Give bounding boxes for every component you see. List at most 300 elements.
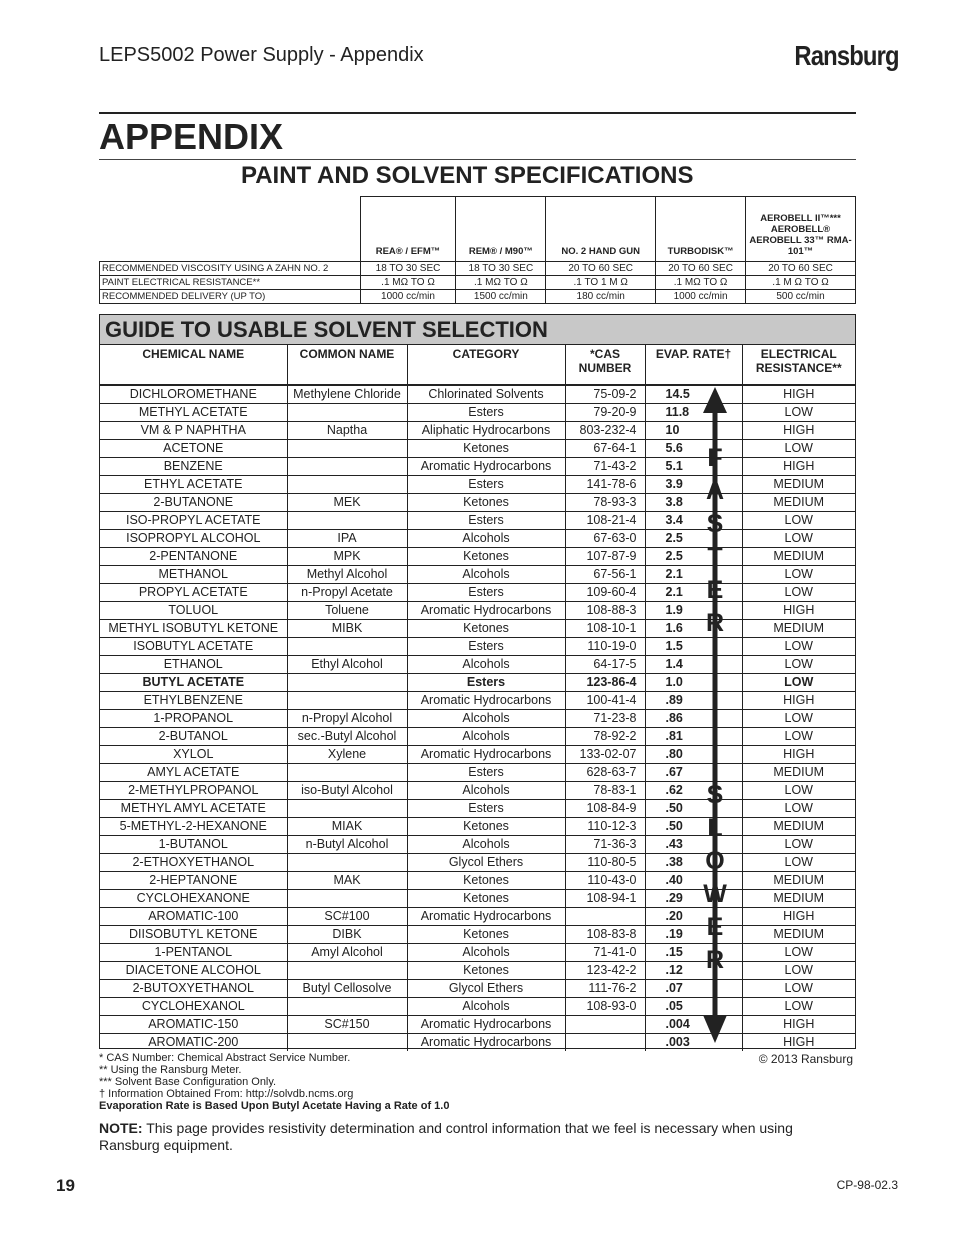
category-cell: Aliphatic Hydrocarbons <box>407 422 565 440</box>
chemical-name-cell: 1-PROPANOL <box>100 710 287 728</box>
common-name-cell: SC#100 <box>287 908 407 926</box>
resistance-cell: LOW <box>742 566 855 584</box>
section-title: APPENDIX <box>99 116 284 157</box>
cas-number-cell: 67-56-1 <box>565 566 645 584</box>
evap-rate-cell: 2.1 <box>645 584 699 602</box>
chemical-name-cell: 2-BUTOXYETHANOL <box>100 980 287 998</box>
cas-number-cell <box>565 1034 645 1052</box>
resistance-cell: LOW <box>742 656 855 674</box>
category-cell: Alcohols <box>407 944 565 962</box>
solvent-row <box>100 512 855 530</box>
resistance-cell: LOW <box>742 854 855 872</box>
evap-rate-cell: 1.5 <box>645 638 699 656</box>
category-cell: Esters <box>407 512 565 530</box>
category-cell: Ketones <box>407 872 565 890</box>
chemical-name-cell: DICHLOROMETHANE <box>100 385 287 404</box>
chemical-name-cell: ISOPROPYL ALCOHOL <box>100 530 287 548</box>
chemical-name-cell: ACETONE <box>100 440 287 458</box>
solvent-row <box>100 854 855 872</box>
evap-rate-cell: .81 <box>645 728 699 746</box>
common-name-cell <box>287 458 407 476</box>
category-cell: Esters <box>407 476 565 494</box>
cas-number-cell: 71-43-2 <box>565 458 645 476</box>
solvent-guide <box>99 314 856 1049</box>
chemical-name-cell: ISO-PROPYL ACETATE <box>100 512 287 530</box>
evap-rate-cell: .62 <box>645 782 699 800</box>
common-name-cell <box>287 440 407 458</box>
evap-rate-cell: .19 <box>645 926 699 944</box>
cas-number-cell: 71-36-3 <box>565 836 645 854</box>
evap-rate-cell: 2.5 <box>645 548 699 566</box>
resistance-cell: LOW <box>742 530 855 548</box>
common-name-cell <box>287 674 407 692</box>
resistance-cell: LOW <box>742 998 855 1016</box>
spec-cell: 20 TO 60 SEC <box>656 262 746 276</box>
resistance-cell: HIGH <box>742 692 855 710</box>
cas-number-cell: 67-64-1 <box>565 440 645 458</box>
slower-letter: R <box>705 946 725 974</box>
chemical-name-cell: METHYL ISOBUTYL KETONE <box>100 620 287 638</box>
paint-spec-title: PAINT AND SOLVENT SPECIFICATIONS <box>241 162 694 189</box>
cas-number-cell: 79-20-9 <box>565 404 645 422</box>
chemical-name-cell: VM & P NAPHTHA <box>100 422 287 440</box>
slower-letter: E <box>706 913 724 941</box>
resistance-cell: HIGH <box>742 746 855 764</box>
evap-rate-cell: 14.5 <box>645 385 699 404</box>
solvent-row <box>100 1034 855 1052</box>
evap-rate-cell: .38 <box>645 854 699 872</box>
common-name-cell: sec.-Butyl Alcohol <box>287 728 407 746</box>
solvent-row <box>100 548 855 566</box>
evap-rate-cell: 11.8 <box>645 404 699 422</box>
slower-letter: L <box>707 814 723 842</box>
spec-col-handgun: NO. 2 HAND GUN <box>546 197 656 262</box>
cas-number-cell: 133-02-07 <box>565 746 645 764</box>
cas-number-cell: 110-12-3 <box>565 818 645 836</box>
cas-number-cell: 109-60-4 <box>565 584 645 602</box>
cas-number-cell: 110-80-5 <box>565 854 645 872</box>
category-cell: Aromatic Hydrocarbons <box>407 746 565 764</box>
spec-cell: 1500 cc/min <box>456 290 546 304</box>
chemical-name-cell: AROMATIC-100 <box>100 908 287 926</box>
evap-rate-cell: 3.8 <box>645 494 699 512</box>
category-cell: Esters <box>407 674 565 692</box>
solvent-row <box>100 746 855 764</box>
chemical-name-cell: BENZENE <box>100 458 287 476</box>
category-cell: Alcohols <box>407 836 565 854</box>
evap-rate-cell: .80 <box>645 746 699 764</box>
common-name-cell <box>287 962 407 980</box>
spec-header-blank <box>100 197 361 262</box>
doc-number: CP-98-02.3 <box>836 1178 898 1192</box>
evap-rate-cell: .003 <box>665 1035 690 1049</box>
chemical-name-cell: AMYL ACETATE <box>100 764 287 782</box>
evap-rate-cell: 1.4 <box>645 656 699 674</box>
common-name-cell <box>287 1034 407 1052</box>
cas-number-cell: 107-87-9 <box>565 548 645 566</box>
chemical-name-cell: ETHANOL <box>100 656 287 674</box>
spec-cell: .1 MΩ TO Ω <box>656 276 746 290</box>
solvent-row <box>100 800 855 818</box>
resistance-cell: MEDIUM <box>742 764 855 782</box>
brand-logo: Ransburg <box>794 40 899 71</box>
chemical-name-cell: 2-BUTANONE <box>100 494 287 512</box>
category-cell: Ketones <box>407 890 565 908</box>
solvent-row <box>100 692 855 710</box>
faster-letter: E <box>706 576 724 604</box>
common-name-cell <box>287 476 407 494</box>
resistance-cell: LOW <box>742 962 855 980</box>
evap-rate-cell: 5.6 <box>645 440 699 458</box>
resistance-cell: LOW <box>742 728 855 746</box>
guide-title: GUIDE TO USABLE SOLVENT SELECTION <box>100 315 855 345</box>
chemical-name-cell: ISOBUTYL ACETATE <box>100 638 287 656</box>
solvent-row <box>100 710 855 728</box>
evap-rate-cell: .05 <box>645 998 699 1016</box>
category-cell: Glycol Ethers <box>407 980 565 998</box>
solvent-row <box>100 422 855 440</box>
resistance-cell: MEDIUM <box>742 890 855 908</box>
common-name-cell: n-Propyl Alcohol <box>287 710 407 728</box>
faster-letter: F <box>707 444 723 472</box>
category-cell: Esters <box>407 404 565 422</box>
cas-number-cell: 67-63-0 <box>565 530 645 548</box>
slower-letter: W <box>703 880 727 908</box>
common-name-cell <box>287 998 407 1016</box>
evap-rate-cell: .15 <box>645 944 699 962</box>
category-cell: Ketones <box>407 962 565 980</box>
col-category: CATEGORY <box>407 345 565 385</box>
spec-row <box>100 276 856 290</box>
evap-rate-cell: .07 <box>645 980 699 998</box>
spec-cell: .1 TO 1 M Ω <box>546 276 656 290</box>
resistance-cell: LOW <box>742 404 855 422</box>
chemical-name-cell: BUTYL ACETATE <box>100 674 287 692</box>
category-cell: Glycol Ethers <box>407 854 565 872</box>
spec-row-label: RECOMMENDED DELIVERY (UP TO) <box>100 290 361 304</box>
col-chemical-name: CHEMICAL NAME <box>100 345 287 385</box>
cas-number-cell: 71-23-8 <box>565 710 645 728</box>
chemical-name-cell: 2-ETHOXYETHANOL <box>100 854 287 872</box>
cas-number-cell: 75-09-2 <box>565 385 645 404</box>
solvent-row <box>100 872 855 890</box>
chemical-name-cell: 1-PENTANOL <box>100 944 287 962</box>
cas-number-cell: 111-76-2 <box>565 980 645 998</box>
solvent-row <box>100 998 855 1016</box>
common-name-cell: Methylene Chloride <box>287 385 407 404</box>
spec-col-turbodisk: TURBODISK™ <box>656 197 746 262</box>
solvent-row <box>100 1016 855 1034</box>
solvent-row <box>100 602 855 620</box>
chemical-name-cell: CYCLOHEXANONE <box>100 890 287 908</box>
common-name-cell: MIBK <box>287 620 407 638</box>
chemical-name-cell: 2-BUTANOL <box>100 728 287 746</box>
cas-number-cell: 108-10-1 <box>565 620 645 638</box>
note-label: NOTE: <box>99 1120 143 1136</box>
spec-row <box>100 262 856 276</box>
solvent-row <box>100 944 855 962</box>
solvent-header-row <box>100 345 855 385</box>
common-name-cell: iso-Butyl Alcohol <box>287 782 407 800</box>
category-cell: Aromatic Hydrocarbons <box>407 602 565 620</box>
common-name-cell: IPA <box>287 530 407 548</box>
chemical-name-cell: METHYL AMYL ACETATE <box>100 800 287 818</box>
solvent-row <box>100 476 855 494</box>
resistance-cell: LOW <box>742 584 855 602</box>
category-cell: Ketones <box>407 926 565 944</box>
category-cell: Aromatic Hydrocarbons <box>407 908 565 926</box>
spec-row <box>100 290 856 304</box>
resistance-cell: HIGH <box>742 385 855 404</box>
paint-spec-table <box>99 196 856 304</box>
page-number: 19 <box>56 1176 75 1195</box>
solvent-row <box>100 674 855 692</box>
cas-number-cell: 78-83-1 <box>565 782 645 800</box>
common-name-cell: Amyl Alcohol <box>287 944 407 962</box>
chemical-name-cell: AROMATIC-200 <box>100 1034 287 1052</box>
common-name-cell <box>287 692 407 710</box>
common-name-cell: Butyl Cellosolve <box>287 980 407 998</box>
resistance-cell: LOW <box>742 980 855 998</box>
spec-cell: 18 TO 30 SEC <box>360 262 456 276</box>
chemical-name-cell: 5-METHYL-2-HEXANONE <box>100 818 287 836</box>
solvent-table <box>100 345 855 1051</box>
solvent-row <box>100 404 855 422</box>
category-cell: Alcohols <box>407 710 565 728</box>
mid-rule <box>99 159 856 160</box>
evap-rate-cell: .12 <box>645 962 699 980</box>
spec-col-rea: REA® / EFM™ <box>360 197 456 262</box>
category-cell: Alcohols <box>407 728 565 746</box>
faster-letter: T <box>707 543 723 571</box>
chemical-name-cell: 1-BUTANOL <box>100 836 287 854</box>
spec-cell: 180 cc/min <box>546 290 656 304</box>
chemical-name-cell: 2-PENTANONE <box>100 548 287 566</box>
resistance-cell: HIGH <box>742 422 855 440</box>
cas-number-cell: 123-42-2 <box>565 962 645 980</box>
resistance-cell: LOW <box>742 800 855 818</box>
solvent-row <box>100 620 855 638</box>
category-cell: Aromatic Hydrocarbons <box>407 692 565 710</box>
chemical-name-cell: CYCLOHEXANOL <box>100 998 287 1016</box>
category-cell: Ketones <box>407 620 565 638</box>
category-cell: Aromatic Hydrocarbons <box>407 458 565 476</box>
evap-rate-cell: .40 <box>645 872 699 890</box>
evap-rate-cell: .89 <box>645 692 699 710</box>
spec-col-aerobell: AEROBELL II™*** AEROBELL® AEROBELL 33™ RMA-101™ <box>746 197 856 262</box>
category-cell: Aromatic Hydrocarbons <box>407 1016 565 1034</box>
cas-number-cell: 64-17-5 <box>565 656 645 674</box>
evap-rate-cell: .50 <box>645 800 699 818</box>
common-name-cell: MIAK <box>287 818 407 836</box>
cas-number-cell: 108-21-4 <box>565 512 645 530</box>
common-name-cell <box>287 854 407 872</box>
spec-header-row <box>100 197 856 262</box>
evap-rate-cell: .43 <box>645 836 699 854</box>
common-name-cell: n-Propyl Acetate <box>287 584 407 602</box>
spec-cell: 1000 cc/min <box>360 290 456 304</box>
solvent-row <box>100 530 855 548</box>
common-name-cell <box>287 764 407 782</box>
cas-number-cell: 803-232-4 <box>565 422 645 440</box>
common-name-cell: Ethyl Alcohol <box>287 656 407 674</box>
evap-rate-cell: .67 <box>645 764 699 782</box>
solvent-row <box>100 908 855 926</box>
common-name-cell <box>287 512 407 530</box>
common-name-cell: Xylene <box>287 746 407 764</box>
cas-number-cell: 108-94-1 <box>565 890 645 908</box>
cas-number-cell: 628-63-7 <box>565 764 645 782</box>
resistance-cell: MEDIUM <box>742 926 855 944</box>
evap-rate-cell: 1.6 <box>645 620 699 638</box>
solvent-row <box>100 782 855 800</box>
evap-rate-cell: 1.0 <box>645 674 699 692</box>
solvent-row <box>100 962 855 980</box>
chemical-name-cell: ETHYLBENZENE <box>100 692 287 710</box>
faster-letter: A <box>705 477 725 505</box>
chemical-name-cell: AROMATIC-150 <box>100 1016 287 1034</box>
solvent-row <box>100 836 855 854</box>
cas-number-cell: 71-41-0 <box>565 944 645 962</box>
resistance-cell: MEDIUM <box>742 620 855 638</box>
category-cell: Esters <box>407 764 565 782</box>
faster-letter: R <box>705 609 725 637</box>
resistance-cell: HIGH <box>783 1035 815 1049</box>
evap-rate-cell: .50 <box>645 818 699 836</box>
category-cell: Esters <box>407 584 565 602</box>
solvent-row <box>100 764 855 782</box>
resistance-cell: LOW <box>742 710 855 728</box>
resistance-cell: HIGH <box>742 1016 855 1034</box>
top-rule <box>99 112 856 114</box>
resistance-cell: LOW <box>742 782 855 800</box>
spec-col-rem: REM® / M90™ <box>456 197 546 262</box>
category-cell: Ketones <box>407 440 565 458</box>
common-name-cell <box>287 404 407 422</box>
common-name-cell <box>287 800 407 818</box>
solvent-row <box>100 458 855 476</box>
spec-cell: .1 MΩ TO Ω <box>360 276 456 290</box>
faster-letter: S <box>706 510 724 538</box>
evap-rate-cell: 2.1 <box>645 566 699 584</box>
common-name-cell: MAK <box>287 872 407 890</box>
cas-number-cell <box>565 1016 645 1034</box>
footnote-solvent-base: *** Solvent Base Configuration Only. <box>99 1076 277 1088</box>
col-evap-rate: EVAP. RATE† <box>645 345 742 385</box>
chemical-name-cell: DIACETONE ALCOHOL <box>100 962 287 980</box>
cas-number-cell: 108-88-3 <box>565 602 645 620</box>
resistance-cell: LOW <box>742 440 855 458</box>
solvent-row <box>100 890 855 908</box>
category-cell: Alcohols <box>407 782 565 800</box>
chemical-name-cell: 2-METHYLPROPANOL <box>100 782 287 800</box>
cas-number-cell: 108-93-0 <box>565 998 645 1016</box>
category-cell: Alcohols <box>407 998 565 1016</box>
category-cell: Alcohols <box>407 656 565 674</box>
evap-rate-cell: 1.9 <box>645 602 699 620</box>
category-cell: Alcohols <box>407 566 565 584</box>
spec-row-label: RECOMMENDED VISCOSITY USING A ZAHN NO. 2 <box>100 262 361 276</box>
evap-rate-cell: 5.1 <box>645 458 699 476</box>
resistance-cell: MEDIUM <box>742 494 855 512</box>
chemical-name-cell: ETHYL ACETATE <box>100 476 287 494</box>
spec-cell: 20 TO 60 SEC <box>746 262 856 276</box>
category-cell: Alcohols <box>407 530 565 548</box>
col-resistance: ELECTRICAL RESISTANCE** <box>742 345 855 385</box>
chemical-name-cell: DIISOBUTYL KETONE <box>100 926 287 944</box>
evap-rate-cell: 10 <box>645 422 699 440</box>
resistance-cell: MEDIUM <box>742 476 855 494</box>
chemical-name-cell: METHANOL <box>100 566 287 584</box>
evap-rate-cell: .86 <box>645 710 699 728</box>
solvent-row <box>100 566 855 584</box>
resistance-cell: LOW <box>742 512 855 530</box>
category-cell: Chlorinated Solvents <box>407 385 565 404</box>
category-cell: Ketones <box>407 494 565 512</box>
chemical-name-cell: PROPYL ACETATE <box>100 584 287 602</box>
solvent-row <box>100 638 855 656</box>
cas-number-cell: 108-83-8 <box>565 926 645 944</box>
common-name-cell: SC#150 <box>287 1016 407 1034</box>
copyright: © 2013 Ransburg <box>758 1052 853 1066</box>
evap-rate-cell: .20 <box>645 908 699 926</box>
solvent-row <box>100 584 855 602</box>
resistance-cell: MEDIUM <box>742 818 855 836</box>
resistance-cell: LOW <box>742 638 855 656</box>
common-name-cell: MEK <box>287 494 407 512</box>
evap-rate-cell: 2.5 <box>645 530 699 548</box>
cas-number-cell: 78-93-3 <box>565 494 645 512</box>
slower-letter: O <box>705 847 725 875</box>
col-common-name: COMMON NAME <box>287 345 407 385</box>
evap-rate-cell: 3.9 <box>645 476 699 494</box>
spec-cell: 500 cc/min <box>746 290 856 304</box>
common-name-cell: Naptha <box>287 422 407 440</box>
spec-row-label: PAINT ELECTRICAL RESISTANCE** <box>100 276 361 290</box>
resistance-cell: LOW <box>742 674 855 692</box>
evap-rate-cell: .004 <box>645 1016 699 1034</box>
cas-number-cell: 108-84-9 <box>565 800 645 818</box>
resistance-cell: HIGH <box>742 602 855 620</box>
cas-number-cell: 78-92-2 <box>565 728 645 746</box>
solvent-row <box>100 818 855 836</box>
footnote-evap-basis: Evaporation Rate is Based Upon Butyl Acetate Having a Rate of 1.0 <box>99 1100 450 1112</box>
cas-number-cell: 141-78-6 <box>565 476 645 494</box>
col-cas-number: *CAS NUMBER <box>565 345 645 385</box>
common-name-cell: Methyl Alcohol <box>287 566 407 584</box>
note-text: This page provides resistivity determination and control information that we feel is necessary when using Ransburg equipment. <box>99 1120 793 1153</box>
common-name-cell <box>287 890 407 908</box>
solvent-row <box>100 728 855 746</box>
resistance-cell: MEDIUM <box>742 872 855 890</box>
cas-number-cell: 110-19-0 <box>565 638 645 656</box>
spec-cell: .1 MΩ TO Ω <box>456 276 546 290</box>
footnote-source: † Information Obtained From: http://solvdb.ncms.org <box>99 1088 354 1100</box>
cas-number-cell: 110-43-0 <box>565 872 645 890</box>
common-name-cell <box>287 638 407 656</box>
spec-cell: 1000 cc/min <box>656 290 746 304</box>
chemical-name-cell: 2-HEPTANONE <box>100 872 287 890</box>
solvent-row <box>100 440 855 458</box>
solvent-row <box>100 980 855 998</box>
category-cell: Esters <box>407 638 565 656</box>
slower-letter: S <box>706 781 724 809</box>
common-name-cell: Toluene <box>287 602 407 620</box>
category-cell: Esters <box>407 800 565 818</box>
common-name-cell: DIBK <box>287 926 407 944</box>
resistance-cell: HIGH <box>742 908 855 926</box>
chemical-name-cell: TOLUOL <box>100 602 287 620</box>
